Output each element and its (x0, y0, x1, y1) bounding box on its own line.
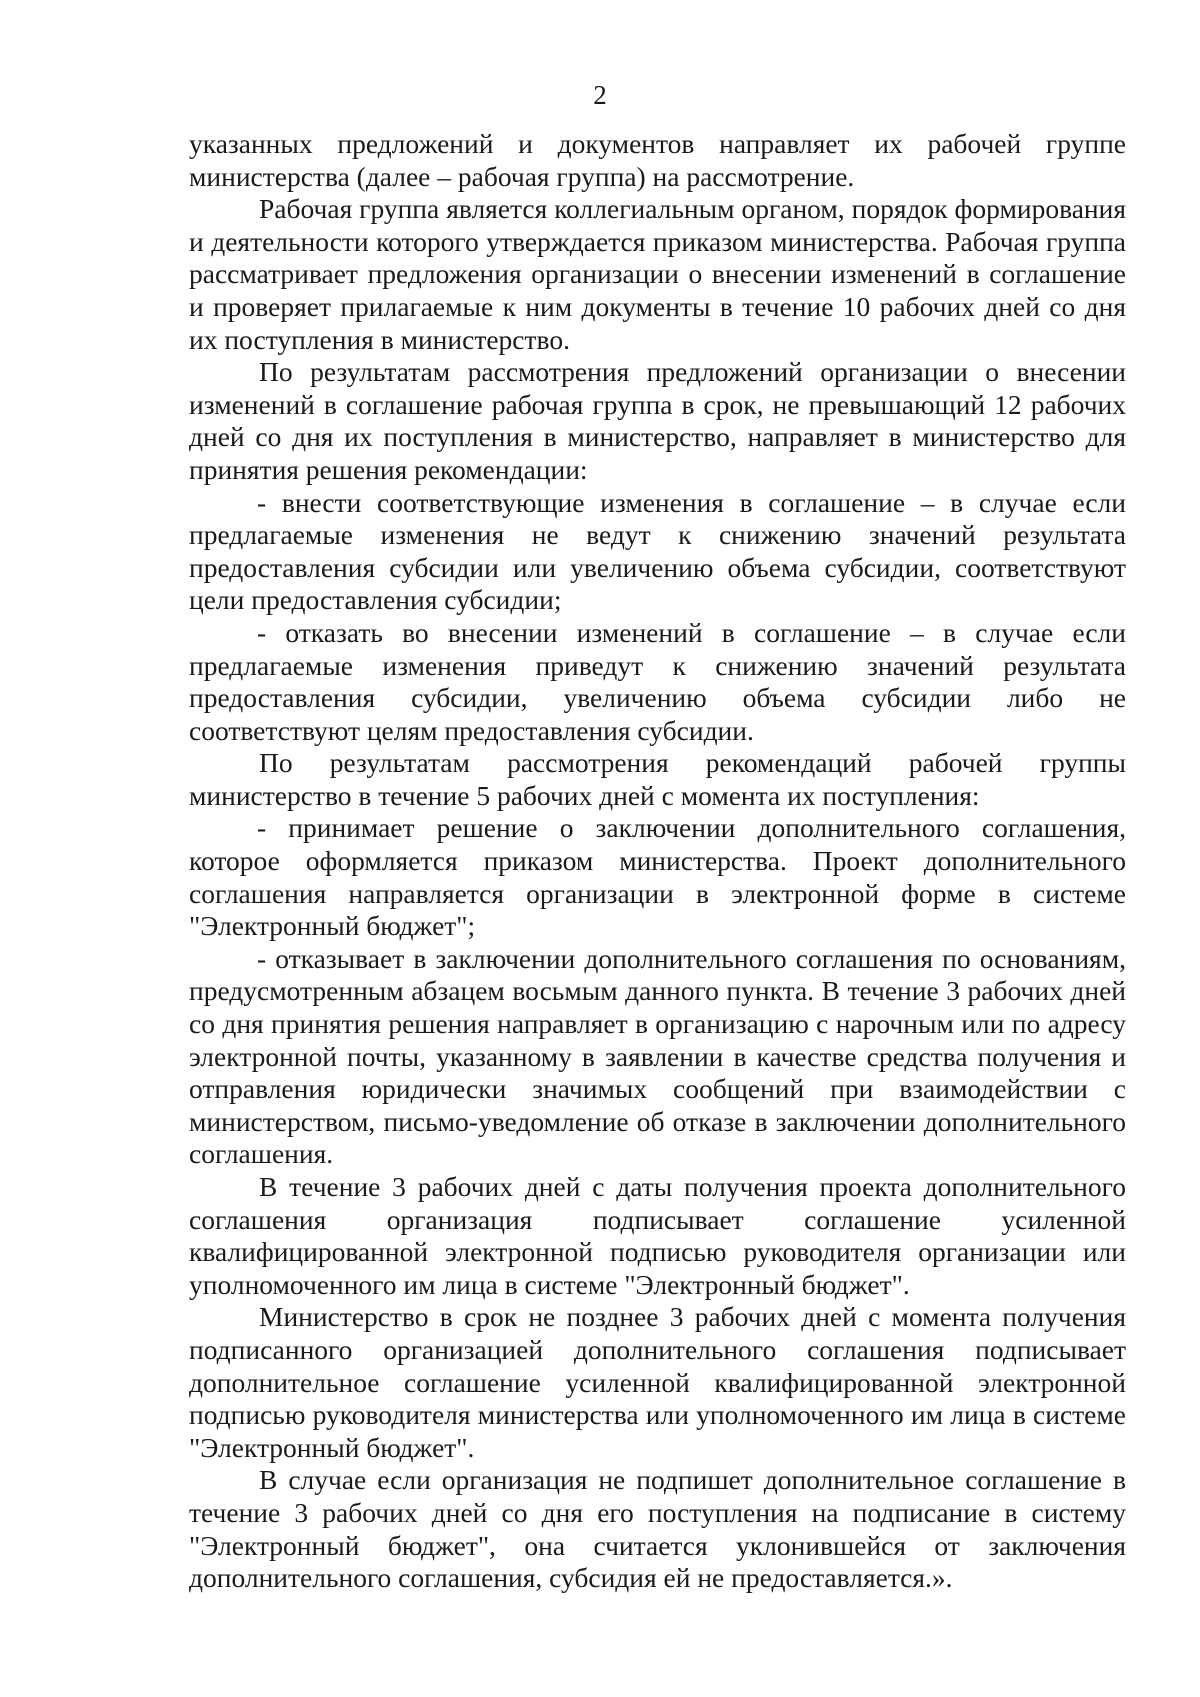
document-body (189, 128, 1126, 1595)
paragraph-organization-signs: В течение 3 рабочих дней с даты получения проекта дополнительного соглашения организация подписывает соглашение усиленной квалифицированной электронной подписью руководителя организации или уполномоченного им лица в системе "Электронный бюджет". (189, 1171, 1126, 1300)
paragraph-recommendations: По результатам рассмотрения предложений организации о внесении изменений в соглашение рабочая группа в срок, не превышающий 12 рабочих дней со дня их поступления в министерство, направляет в министерство для принятия решения рекомендации: (189, 356, 1126, 485)
list-item-make-changes: - внести соответствующие изменения в соглашение – в случае если предлагаемые изменения не ведут к снижению значений результата предоставления субсидии или увеличению объема субсидии, соответствуют цели предоставления субсидии; (189, 486, 1126, 616)
paragraph-ministry-signs: Министерство в срок не позднее 3 рабочих дней с момента получения подписанного организацией дополнительного соглашения подписывает дополнительное соглашение усиленной квалифицированной электронной подписью руководителя министерства или уполномоченного им лица в системе "Электронный бюджет". (189, 1301, 1126, 1463)
paragraph-ministry-review: По результатам рассмотрения рекомендаций рабочей группы министерство в течение 5 рабочих дней с момента их поступления: (189, 747, 1126, 811)
list-item-refuse-changes: - отказать во внесении изменений в соглашение – в случае если предлагаемые изменения приведут к снижению значений результата предоставления субсидии, увеличению объема субсидии либо не соответствуют целям предоставления субсидии. (189, 616, 1126, 746)
paragraph-evasion: В случае если организация не подпишет дополнительное соглашение в течение 3 рабочих дней со дня его поступления на подписание в систему "Электронный бюджет", она считается уклонившейся от заключения дополнительного соглашения, субсидия ей не предоставляется.». (189, 1464, 1126, 1594)
paragraph-continuation: указанных предложений и документов направляет их рабочей группе министерства (далее – рабочая группа) на рассмотрение. (189, 128, 1126, 192)
paragraph-working-group: Рабочая группа является коллегиальным органом, порядок формирования и деятельности которого утверждается приказом министерства. Рабочая группа рассматривает предложения организации о внесении изменений в соглашение и проверяет прилагаемые к ним документы в течение 10 рабочих дней со дня их поступления в министерство. (189, 193, 1126, 355)
page-number: 2 (593, 80, 607, 110)
list-item-accept-decision: - принимает решение о заключении дополнительного соглашения, которое оформляется приказом министерства. Проект дополнительного соглашения направляется организации в электронной форме в системе "Электронный бюджет"; (189, 812, 1126, 942)
list-item-refuse-agreement: - отказывает в заключении дополнительного соглашения по основаниям, предусмотренным абзацем восьмым данного пункта. В течение 3 рабочих дней со дня принятия решения направляет в организацию с нарочным или по адресу электронной почты, указанному в заявлении в качестве средства получения и отправления юридически значимых сообщений при взаимодействии с министерством, письмо-уведомление об отказе в заключении дополнительного соглашения. (189, 942, 1126, 1170)
